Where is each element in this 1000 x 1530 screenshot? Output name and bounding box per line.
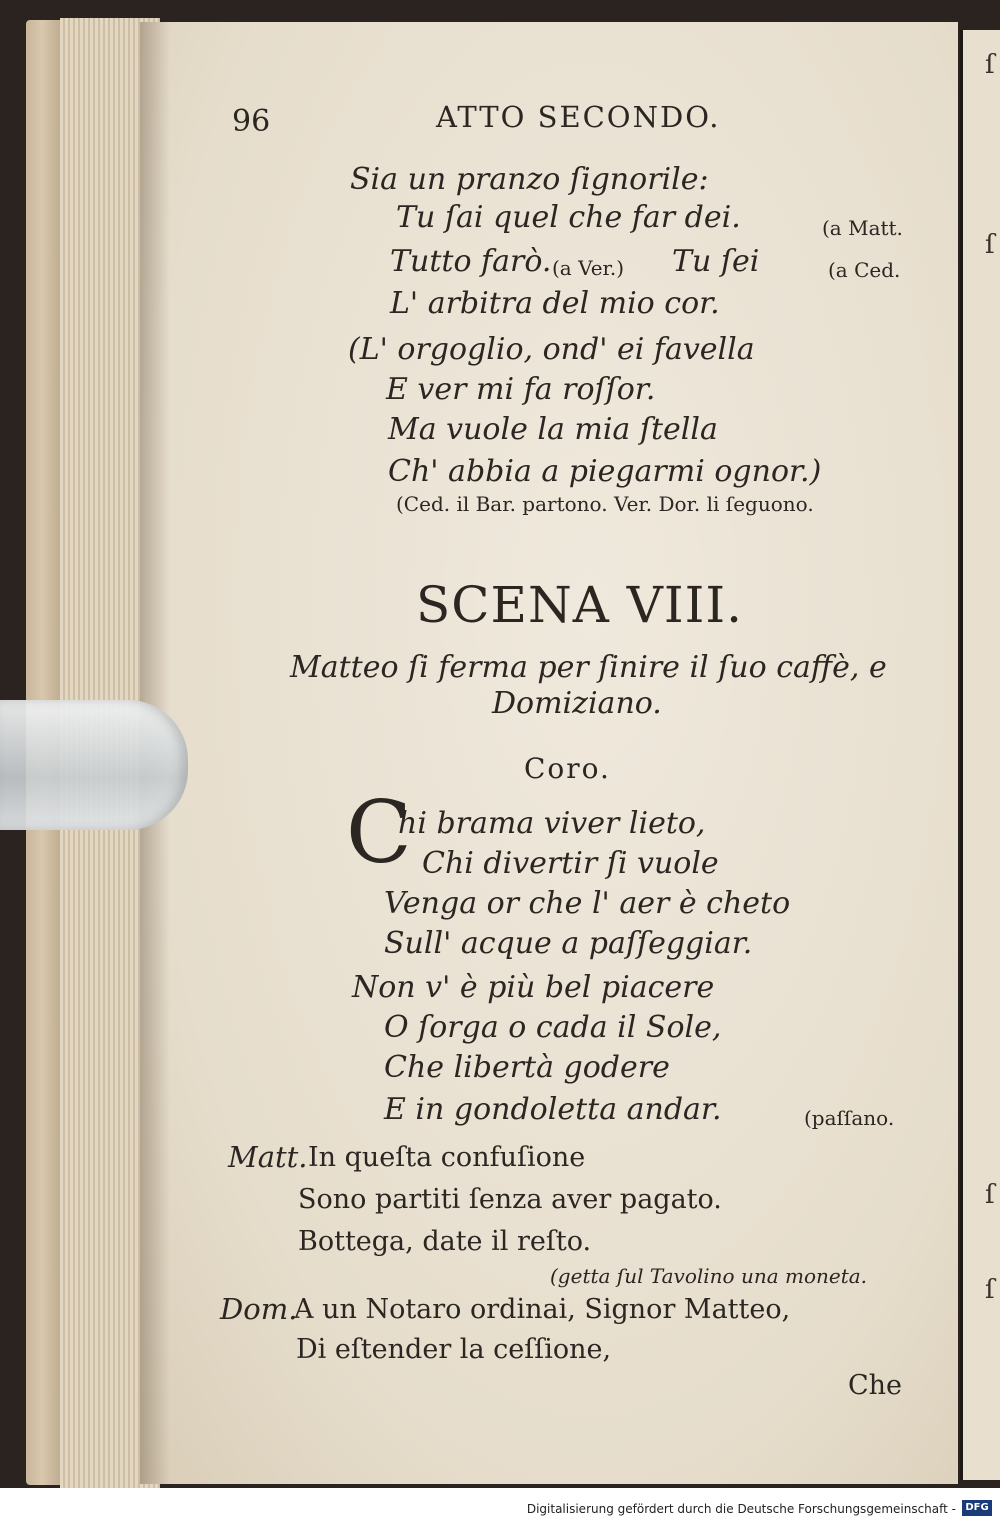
running-head: ATTO SECONDO. bbox=[436, 100, 721, 134]
verse-line: Venga or che l' aer è cheto bbox=[384, 886, 791, 921]
facing-page-glyph: ſ bbox=[985, 50, 995, 80]
stage-direction: (Ced. il Bar. partono. Ver. Dor. li ſeguono. bbox=[396, 492, 814, 516]
dialogue-line: In queſta confuſione bbox=[308, 1142, 586, 1173]
page-number: 96 bbox=[232, 104, 271, 139]
stage-direction: (paſſano. bbox=[804, 1106, 895, 1130]
verse-line: hi brama viver lieto, bbox=[398, 806, 706, 841]
facing-page-glyph: ſ bbox=[985, 1275, 995, 1305]
verse-line: Che libertà godere bbox=[384, 1050, 670, 1085]
footer-credit: Digitalisierung gefördert durch die Deutsche Forschungsgemeinschaft - bbox=[526, 1502, 956, 1516]
speaker-name: Matt. bbox=[228, 1140, 308, 1174]
scene-description: Matteo ſi ferma per ſinire il ſuo caffè, e bbox=[290, 650, 887, 685]
dialogue-line: Sono partiti ſenza aver pagato. bbox=[298, 1184, 722, 1215]
facing-page-glyph: ſ bbox=[985, 1180, 995, 1210]
scene-description: Domiziano. bbox=[492, 686, 662, 721]
speaker-name: Dom. bbox=[220, 1292, 298, 1326]
drop-cap: C bbox=[346, 783, 412, 883]
dialogue-line: Bottega, date il reſto. bbox=[298, 1226, 592, 1257]
verse-line: Sull' acque a paſſeggiar. bbox=[384, 926, 753, 961]
stage-direction: (a Ver.) bbox=[552, 256, 625, 280]
dialogue-line: A un Notaro ordinai, Signor Matteo, bbox=[294, 1294, 791, 1325]
scene-title: SCENA VIII. bbox=[416, 576, 744, 634]
verse-line: L' arbitra del mio cor. bbox=[390, 286, 720, 321]
verse-line: Tu ſei bbox=[672, 244, 760, 279]
facing-page-glyph: ſ bbox=[985, 230, 995, 260]
verse-line: E in gondoletta andar. bbox=[384, 1092, 722, 1127]
verse-line: Tu ſai quel che far dei. bbox=[396, 200, 741, 235]
verse-line: Ma vuole la mia ſtella bbox=[388, 412, 718, 447]
verse-line: Sia un pranzo ſignorile: bbox=[350, 162, 709, 197]
page-clip bbox=[0, 700, 188, 830]
stage-direction: (a Ced. bbox=[828, 258, 901, 282]
verse-line: (L' orgoglio, ond' ei favella bbox=[348, 332, 755, 367]
footer-bar bbox=[0, 1488, 1000, 1530]
verse-line: Tutto farò. bbox=[390, 244, 552, 279]
facing-page-edge bbox=[960, 30, 1000, 1480]
verse-line: E ver mi fa roſſor. bbox=[386, 372, 656, 407]
dfg-logo: DFG bbox=[962, 1500, 992, 1516]
verse-line: O ſorga o cada il Sole, bbox=[384, 1010, 722, 1045]
stage-direction: (getta ſul Tavolino una moneta. bbox=[550, 1264, 868, 1288]
stage-direction: (a Matt. bbox=[822, 216, 903, 240]
verse-line: Non v' è più bel piacere bbox=[352, 970, 715, 1005]
verse-line: Chi divertir ſi vuole bbox=[422, 846, 719, 881]
book-page bbox=[140, 22, 958, 1484]
dialogue-line: Di eſtender la ceſſione, bbox=[296, 1334, 612, 1365]
catchword: Che bbox=[848, 1370, 903, 1401]
chorus-heading: Coro. bbox=[524, 752, 611, 785]
verse-line: Ch' abbia a piegarmi ognor.) bbox=[388, 454, 822, 489]
